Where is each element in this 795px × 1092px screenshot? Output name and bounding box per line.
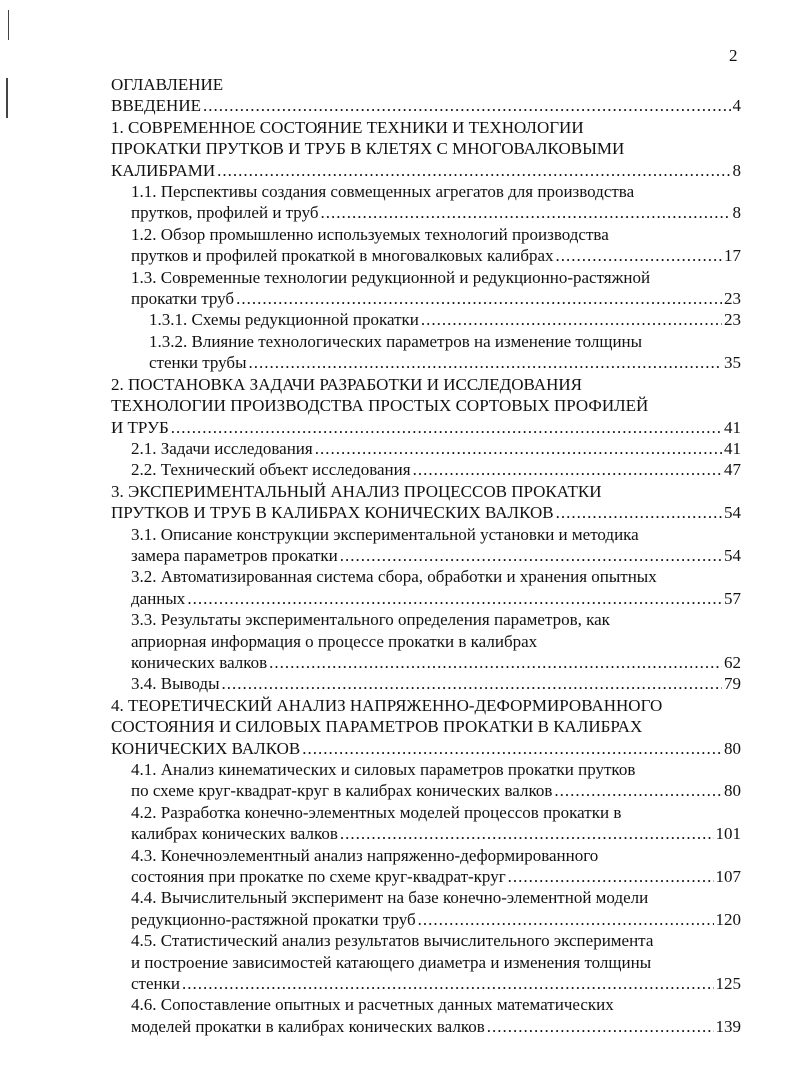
toc-page-number: 47 [724, 460, 741, 480]
dot-leader [556, 502, 722, 523]
toc-entry[interactable] [111, 695, 741, 759]
margin-scan-mark [6, 78, 8, 118]
dot-leader [248, 352, 722, 373]
table-of-contents [111, 74, 741, 1037]
toc-entry-line: 4.5. Статистический анализ результатов вычислительного эксперимента [131, 931, 654, 951]
dot-leader [418, 909, 714, 930]
toc-entry-final-line [131, 1016, 741, 1037]
toc-entry-final-line [111, 738, 741, 759]
toc-entry-line: и построение зависимостей катающего диаметра и изменения толщины [131, 952, 652, 972]
toc-entry-final-line [111, 417, 741, 438]
toc-entry[interactable] [111, 117, 741, 181]
toc-entry-text: И ТРУБ [111, 417, 169, 437]
toc-entry[interactable] [111, 181, 741, 224]
toc-page-number: 101 [715, 824, 741, 844]
toc-entry[interactable] [111, 994, 741, 1037]
dot-leader [340, 823, 714, 844]
toc-entry-final-line [111, 95, 741, 116]
toc-page-number: 79 [724, 674, 741, 694]
toc-page-number: 8 [732, 160, 741, 180]
toc-entry-text: 1.3.1. Схемы редукционной прокатки [149, 310, 419, 330]
toc-entry[interactable] [111, 224, 741, 267]
dot-leader [508, 866, 714, 887]
toc-entry-text: стенки [131, 974, 180, 994]
toc-entry[interactable] [111, 459, 741, 480]
toc-entry[interactable] [111, 267, 741, 310]
toc-page-number: 80 [724, 738, 741, 758]
toc-entry[interactable] [111, 930, 741, 994]
toc-entry-line: СОСТОЯНИЯ И СИЛОВЫХ ПАРАМЕТРОВ ПРОКАТКИ В КАЛИБРАХ [111, 717, 643, 737]
toc-entry-line: 2. ПОСТАНОВКА ЗАДАЧИ РАЗРАБОТКИ И ИССЛЕДОВАНИЯ [111, 374, 582, 394]
dot-leader [217, 160, 730, 181]
dot-leader [203, 95, 731, 116]
dot-leader [421, 309, 722, 330]
toc-page-number: 107 [715, 867, 741, 887]
toc-entry-text: прутков, профилей и труб [131, 203, 319, 223]
toc-entry-final-line [131, 673, 741, 694]
toc-entry-text: моделей прокатки в калибрах конических валков [131, 1016, 485, 1036]
dot-leader [321, 202, 731, 223]
toc-entry-line: ТЕХНОЛОГИИ ПРОИЗВОДСТВА ПРОСТЫХ СОРТОВЫХ ПРОФИЛЕЙ [111, 396, 649, 416]
toc-page-number: 4 [732, 96, 741, 116]
toc-entries [111, 95, 741, 1037]
toc-page-number: 54 [724, 545, 741, 565]
toc-entry-final-line [131, 438, 741, 459]
toc-entry-line: 3.1. Описание конструкции экспериментальной установки и методика [131, 524, 639, 544]
toc-entry-text: конических валков [131, 652, 268, 672]
toc-entry-line: 1. СОВРЕМЕННОЕ СОСТОЯНИЕ ТЕХНИКИ И ТЕХНОЛОГИИ [111, 117, 584, 137]
toc-entry-line: 4.1. Анализ кинематических и силовых параметров прокатки прутков [131, 760, 636, 779]
toc-entry-final-line [111, 502, 741, 523]
toc-entry-text: КАЛИБРАМИ [111, 160, 216, 180]
dot-leader [302, 738, 722, 759]
toc-entry-text: по схеме круг-квадрат-круг в калибрах конических валков [131, 781, 553, 801]
toc-entry-text: данных [131, 588, 186, 608]
toc-entry-text: 2.1. Задачи исследования [131, 438, 313, 458]
toc-entry-final-line [131, 245, 741, 266]
toc-entry-text: стенки трубы [149, 353, 247, 373]
toc-entry[interactable] [111, 524, 741, 567]
toc-entry-final-line [131, 545, 741, 566]
toc-entry-final-line [149, 309, 741, 330]
toc-entry[interactable] [111, 566, 741, 609]
dot-leader [556, 245, 722, 266]
margin-scan-mark [8, 10, 9, 40]
dot-leader [269, 652, 722, 673]
toc-entry-line: 4. ТЕОРЕТИЧЕСКИЙ АНАЛИЗ НАПРЯЖЕННО-ДЕФОРМИРОВАННОГО [111, 695, 663, 715]
toc-entry-text: прокатки труб [131, 289, 235, 309]
toc-entry-line: 3.2. Автоматизированная система сбора, обработки и хранения опытных [131, 567, 657, 587]
toc-page-number: 80 [724, 781, 741, 801]
dot-leader [340, 545, 722, 566]
toc-entry[interactable] [111, 609, 741, 673]
toc-page-number: 35 [724, 353, 741, 373]
toc-entry-final-line [131, 909, 741, 930]
toc-entry-text: прутков и профилей прокаткой в многовалковых калибрах [131, 246, 554, 266]
dot-leader [182, 973, 714, 994]
dot-leader [413, 459, 722, 480]
toc-entry-line: 4.2. Разработка конечно-элементных моделей процессов прокатки в [131, 802, 622, 822]
toc-entry[interactable] [111, 481, 741, 524]
toc-entry-text: ПРУТКОВ И ТРУБ В КАЛИБРАХ КОНИЧЕСКИХ ВАЛКОВ [111, 503, 554, 523]
toc-entry-final-line [131, 973, 741, 994]
toc-entry-text: состояния при прокатке по схеме круг-квадрат-круг [131, 867, 506, 887]
dot-leader [315, 438, 722, 459]
toc-entry-line: 4.3. Конечноэлементный анализ напряженно-деформированного [131, 845, 599, 865]
toc-entry-text: редукционно-растяжной прокатки труб [131, 909, 416, 929]
toc-page-number: 54 [724, 503, 741, 523]
dot-leader [487, 1016, 714, 1037]
toc-entry-line: 3.3. Результаты экспериментального определения параметров, как [131, 610, 610, 630]
toc-title: ОГЛАВЛЕНИЕ [111, 75, 224, 94]
toc-page-number: 41 [724, 438, 741, 458]
toc-entry-text: калибрах конических валков [131, 824, 338, 844]
toc-entry-line: ПРОКАТКИ ПРУТКОВ И ТРУБ В КЛЕТЯХ С МНОГОВАЛКОВЫМИ [111, 139, 625, 159]
toc-entry[interactable] [111, 673, 741, 694]
toc-page-number: 23 [724, 289, 741, 309]
toc-page-number: 139 [715, 1016, 741, 1036]
toc-entry[interactable] [111, 374, 741, 438]
toc-entry-final-line [111, 160, 741, 181]
toc-entry-text: 3.4. Выводы [131, 674, 220, 694]
toc-entry-line: 3. ЭКСПЕРИМЕНТАЛЬНЫЙ АНАЛИЗ ПРОЦЕССОВ ПРОКАТКИ [111, 481, 602, 501]
dot-leader [171, 417, 722, 438]
toc-entry[interactable] [111, 95, 741, 116]
page-number: 2 [729, 46, 738, 65]
toc-entry-line: 4.6. Сопоставление опытных и расчетных данных математических [131, 995, 614, 1015]
toc-entry-line: 1.3.2. Влияние технологических параметров на изменение толщины [149, 331, 643, 351]
toc-page-number: 41 [724, 417, 741, 437]
toc-entry[interactable] [111, 887, 741, 930]
toc-entry[interactable] [111, 331, 741, 374]
toc-entry-line: 1.2. Обзор промышленно используемых технологий производства [131, 224, 609, 244]
toc-entry[interactable] [111, 845, 741, 888]
toc-entry[interactable] [111, 802, 741, 845]
dot-leader [554, 780, 722, 801]
toc-entry-final-line [131, 288, 741, 309]
toc-page-number: 120 [715, 909, 741, 929]
toc-entry[interactable] [111, 309, 741, 330]
toc-entry-final-line [131, 866, 741, 887]
dot-leader [236, 288, 722, 309]
toc-entry-text: КОНИЧЕСКИХ ВАЛКОВ [111, 738, 301, 758]
toc-entry[interactable] [111, 438, 741, 459]
toc-entry-final-line [131, 459, 741, 480]
toc-page-number: 62 [724, 652, 741, 672]
toc-entry-line: априорная информация о процессе прокатки в калибрах [131, 631, 538, 651]
toc-entry-text: 2.2. Технический объект исследования [131, 460, 411, 480]
toc-entry-final-line [131, 202, 741, 223]
toc-entry-line: 1.3. Современные технологии редукционной и редукционно-растяжной [131, 267, 651, 287]
dot-leader [187, 588, 722, 609]
toc-page-number: 8 [732, 203, 741, 223]
toc-page-number: 57 [724, 588, 741, 608]
toc-page-number: 125 [715, 974, 741, 994]
dot-leader [222, 673, 722, 694]
toc-entry-text: замера параметров прокатки [131, 545, 338, 565]
toc-page-number: 17 [724, 246, 741, 266]
toc-entry-text: ВВЕДЕНИЕ [111, 96, 201, 116]
toc-entry-final-line [131, 652, 741, 673]
toc-entry-line: 4.4. Вычислительный эксперимент на базе конечно-элементной модели [131, 888, 649, 908]
toc-entry[interactable] [111, 759, 741, 802]
toc-entry-final-line [131, 823, 741, 844]
toc-entry-final-line [131, 588, 741, 609]
toc-entry-line: 1.1. Перспективы создания совмещенных агрегатов для производства [131, 182, 635, 202]
toc-entry-final-line [131, 780, 741, 801]
toc-page-number: 23 [724, 310, 741, 330]
toc-entry-final-line [149, 352, 741, 373]
